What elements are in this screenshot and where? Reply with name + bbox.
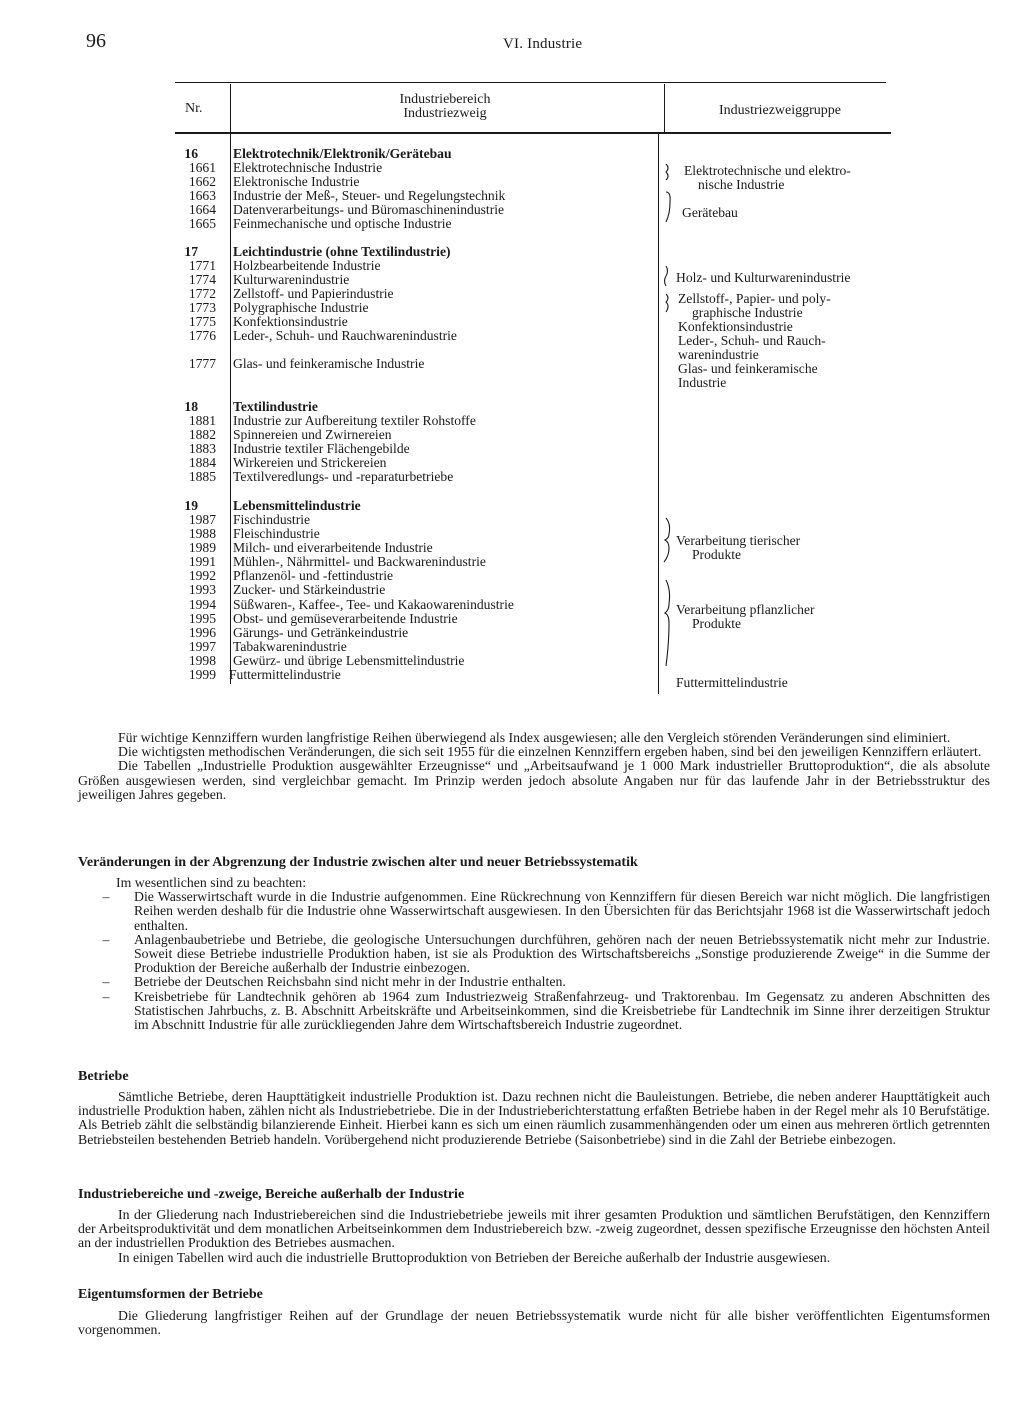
row-name: Textilindustrie [233,399,318,414]
paragraph: Die Gliederung langfristiger Reihen auf der Grundlage der neuen Betriebssystematik wurde nicht für alle bisher veröffentlichten Eigentumsformen vorgenommen. [78,1308,990,1338]
row-nr: 1994 [188,597,216,612]
row-nr: 1663 [188,188,216,203]
brace-geraetebau [666,192,670,222]
paragraph: Sämtliche Betriebe, deren Haupttätigkeit industrielle Produktion ist. Dazu rechnen nicht die Bauleistungen. Betriebe, die neben anderer Haupttätigkeit auch industrielle Produktion haben, zählen nicht als Industriebetriebe. Die in der Industrieberichterstattung erfaßten Betriebe haben in der Regel mehr als 10 Berufstätige. Als Betrieb zählt die selbständig bilanzierende Einheit. Hierbei kann es sich um einen räumlich zusammenhängenden oder um einen aus mehreren örtlich getrennten Betriebsteilen bestehenden Betrieb handeln. Vorübergehend nicht produzierende Betriebe (Saisonbetriebe) sind in die Zahl der Betriebe einbezogen. [78,1089,990,1147]
row-name: Polygraphische Industrie [233,300,369,315]
group-label: graphische Industrie [692,305,803,320]
row-nr: 1775 [188,314,216,329]
table-top-rule [175,82,886,83]
row-nr: 1987 [188,512,216,527]
brace-elektro [666,164,668,180]
brace-holz [665,266,668,286]
section-heading: Industriebereiche und -zweige, Bereiche außerhalb der Industrie [78,1187,465,1202]
group-label: Verarbeitung tierischer [676,533,801,548]
header-nr: Nr. [185,101,203,116]
row-name: Elektronische Industrie [233,174,360,189]
lead-text: Im wesentlichen sind zu beachten: [116,875,307,890]
row-name: Zellstoff- und Papierindustrie [233,286,394,301]
row-nr: 1997 [188,639,216,654]
running-head: VI. Industrie [503,36,583,52]
row-nr: 1772 [188,286,216,301]
list-item [78,933,990,976]
row-nr: 16 [184,146,198,161]
row-name: Pflanzenöl- und -fettindustrie [233,568,394,583]
row-name: Fleischindustrie [233,526,320,541]
table-header-rule [175,132,891,134]
column-divider-2 [664,84,665,132]
section-body [78,1090,990,1147]
row-nr: 1665 [188,216,216,231]
row-nr: 1885 [188,469,216,484]
column-divider-1 [230,84,231,684]
row-nr: 1774 [188,272,216,287]
row-name: Konfektionsindustrie [233,314,348,329]
bullet-list [78,890,990,1032]
row-nr: 1662 [188,174,216,189]
row-name: Mühlen-, Nährmittel- und Backwarenindustrie [233,554,486,569]
paragraph: In einigen Tabellen wird auch die industrielle Bruttoproduktion von Betrieben der Bereiche außerhalb der Industrie ausgewiesen. [118,1249,831,1265]
row-name: Glas- und feinkeramische Industrie [233,356,425,371]
row-name: Leichtindustrie (ohne Textilindustrie) [233,244,451,259]
row-nr: 19 [184,498,198,513]
dash-marker: – [102,974,110,990]
section-body [78,1309,990,1337]
list-item [78,975,990,989]
row-name: Industrie der Meß-, Steuer- und Regelungstechnik [233,188,506,203]
list-item-text: Anlagenbaubetriebe und Betriebe, die geologische Untersuchungen durchführen, gehören nach der neuen Betriebssystematik nicht mehr zur Industrie. Soweit diese Betriebe industrielle Produktion haben, ist sie als Produktion des Wirtschaftsbereichs „Sonstige produzierende Zweige“ in die Summe der Produktion der Bereiche außerhalb der Industrie einbezogen. [134,931,990,976]
paragraph: Für wichtige Kennziffern wurden langfristige Reihen überwiegend als Index ausgewiesen; alle den Vergleich störenden Veränderungen sind eliminiert. [118,730,951,745]
row-name: Gewürz- und übrige Lebensmittelindustrie [233,653,465,668]
row-name: Elektrotechnik/Elektronik/Gerätebau [233,146,452,161]
group-label: Elektrotechnische und elektro- [684,163,851,178]
paragraph: In der Gliederung nach Industriebereichen sind die Industriebetriebe jeweils mit ihrer gesamten Produktion und sämtlichen Berufstätigen, den Kennziffern der Arbeitsproduktivität und dem monatlichen Arbeitseinkommen dem Industriebereich bzw. -zweig zugeordnet, dessen spezifische Erzeugnisse den höchsten Anteil an der industriellen Produktion des Betriebes ausmachen. [78,1207,990,1251]
header-bereich-1: Industriebereich [399,92,491,107]
group-label: Gerätebau [682,205,738,220]
row-nr: 1995 [188,611,216,626]
group-label: Industrie [678,375,727,390]
row-name: Industrie textiler Flächengebilde [233,441,410,456]
row-nr: 1773 [188,300,216,315]
section-heading: Betriebe [78,1069,129,1084]
row-nr: 1996 [188,625,216,640]
paragraph: Die wichtigsten methodischen Veränderungen, die sich seit 1955 für die einzelnen Kennziffern ergeben haben, sind bei den jeweiligen Kennziffern erläutert. [118,744,982,760]
row-nr: 1777 [188,356,216,371]
row-nr: 1776 [188,328,216,343]
group-label: Glas- und feinkeramische [678,361,818,376]
dash-marker: – [102,889,110,905]
row-name: Obst- und gemüseverarbeitende Industrie [233,611,458,626]
row-name: Kulturwarenindustrie [233,272,350,287]
section-body [78,1208,990,1265]
brace-tierisch [664,518,670,562]
header-bereich-2: Industriezweig [403,106,487,121]
intro-text [78,731,990,802]
row-name: Gärungs- und Getränkeindustrie [233,625,409,640]
list-item [78,990,990,1033]
section-heading: Veränderungen in der Abgrenzung der Industrie zwischen alter und neuer Betriebssystematik [78,855,638,870]
row-name: Tabakwarenindustrie [233,639,347,654]
list-item-text: Die Wasserwirtschaft wurde in die Industrie aufgenommen. Eine Rückrechnung von Kennziffern für diesen Bereich war nicht möglich. Die langfristigen Reihen werden deshalb für die Industrie ohne Wasserwirtschaft ausgewiesen. In den Übersichten für das Berichtsjahr 1968 ist die Wasserwirtschaft jedoch enthalten. [134,889,990,933]
brace-pflanzlich [665,580,670,666]
group-label: Verarbeitung pflanzlicher [676,602,815,617]
row-name: Spinnereien und Zwirnereien [233,427,392,442]
section-body [78,876,990,1032]
group-label: Konfektionsindustrie [678,319,793,334]
row-nr: 1992 [188,568,216,583]
column-divider-2-body [658,134,659,694]
page-number: 96 [86,30,106,52]
row-name: Futtermittelindustrie [229,667,341,682]
row-nr: 1998 [188,653,216,668]
group-label: Futtermittelindustrie [676,675,788,690]
list-item [78,890,990,933]
row-nr: 1993 [188,582,216,597]
row-name: Süßwaren-, Kaffee-, Tee- und Kakaowarenindustrie [233,597,514,612]
row-nr: 1988 [188,526,216,541]
group-label: Leder-, Schuh- und Rauch- [678,333,826,348]
row-name: Datenverarbeitungs- und Büromaschinenindustrie [233,202,505,217]
row-nr: 1881 [188,413,216,428]
row-nr: 1664 [188,202,216,217]
row-nr: 1999 [188,667,216,682]
group-label: nische Industrie [698,177,785,192]
section-heading: Eigentumsformen der Betriebe [78,1287,263,1302]
row-nr: 1991 [188,554,216,569]
group-label: Produkte [692,616,742,631]
group-label: Produkte [692,547,742,562]
row-name: Milch- und eiverarbeitende Industrie [233,540,433,555]
group-label: Holz- und Kulturwarenindustrie [676,270,851,285]
group-label: Zellstoff-, Papier- und poly- [678,291,831,306]
dash-marker: – [102,988,110,1004]
list-item-text: Betriebe der Deutschen Reichsbahn sind nicht mehr in der Industrie enthalten. [134,974,566,990]
row-nr: 1882 [188,427,216,442]
row-name: Elektrotechnische Industrie [233,160,383,175]
row-name: Fischindustrie [233,512,311,527]
row-nr: 18 [184,399,198,414]
row-name: Leder-, Schuh- und Rauchwarenindustrie [233,328,457,343]
list-item-text: Kreisbetriebe für Landtechnik gehören ab 1964 zum Industriezweig Straßenfahrzeug- und Traktorenbau. Im Gegensatz zu anderen Abschnitten des Statistischen Jahrbuchs, z. B. Abschnitt Arbeitskräfte und Arbeitseinkommen, sind die Kreisbetriebe für Landtechnik im Sinne ihrer derzeitigen Struktur im Abschnitt Industrie für alle zurückliegenden Jahre dem Wirtschaftsbereich Industrie zugeordnet. [134,988,990,1033]
row-nr: 17 [184,244,198,259]
header-gruppe: Industriezweiggruppe [718,103,842,118]
row-name: Wirkereien und Strickereien [233,455,387,470]
brace-zellstoff [666,294,668,312]
row-nr: 1661 [188,160,216,175]
row-name: Industrie zur Aufbereitung textiler Rohstoffe [233,413,476,428]
row-nr: 1884 [188,455,216,470]
row-name: Lebensmittelindustrie [233,498,361,513]
row-nr: 1771 [188,258,216,273]
row-name: Textilveredlungs- und -reparaturbetriebe [233,469,454,484]
row-name: Zucker- und Stärkeindustrie [233,582,386,597]
row-nr: 1883 [188,441,216,456]
row-nr: 1989 [188,540,216,555]
dash-marker: – [102,931,110,947]
paragraph: Die Tabellen „Industrielle Produktion ausgewählter Erzeugnisse“ und „Arbeitsaufwand je 1 000 Mark industrieller Bruttoproduktion“, die als absolute Größen ausgewiesen werden, sind vergleichbar gemacht. Im Prinzip werden jedoch absolute Angaben nur für das laufende Jahr in der Betriebsstruktur des jeweiligen Jahres gegeben. [78,758,990,802]
group-label: warenindustrie [678,347,759,362]
row-name: Holzbearbeitende Industrie [233,258,381,273]
row-name: Feinmechanische und optische Industrie [233,216,452,231]
